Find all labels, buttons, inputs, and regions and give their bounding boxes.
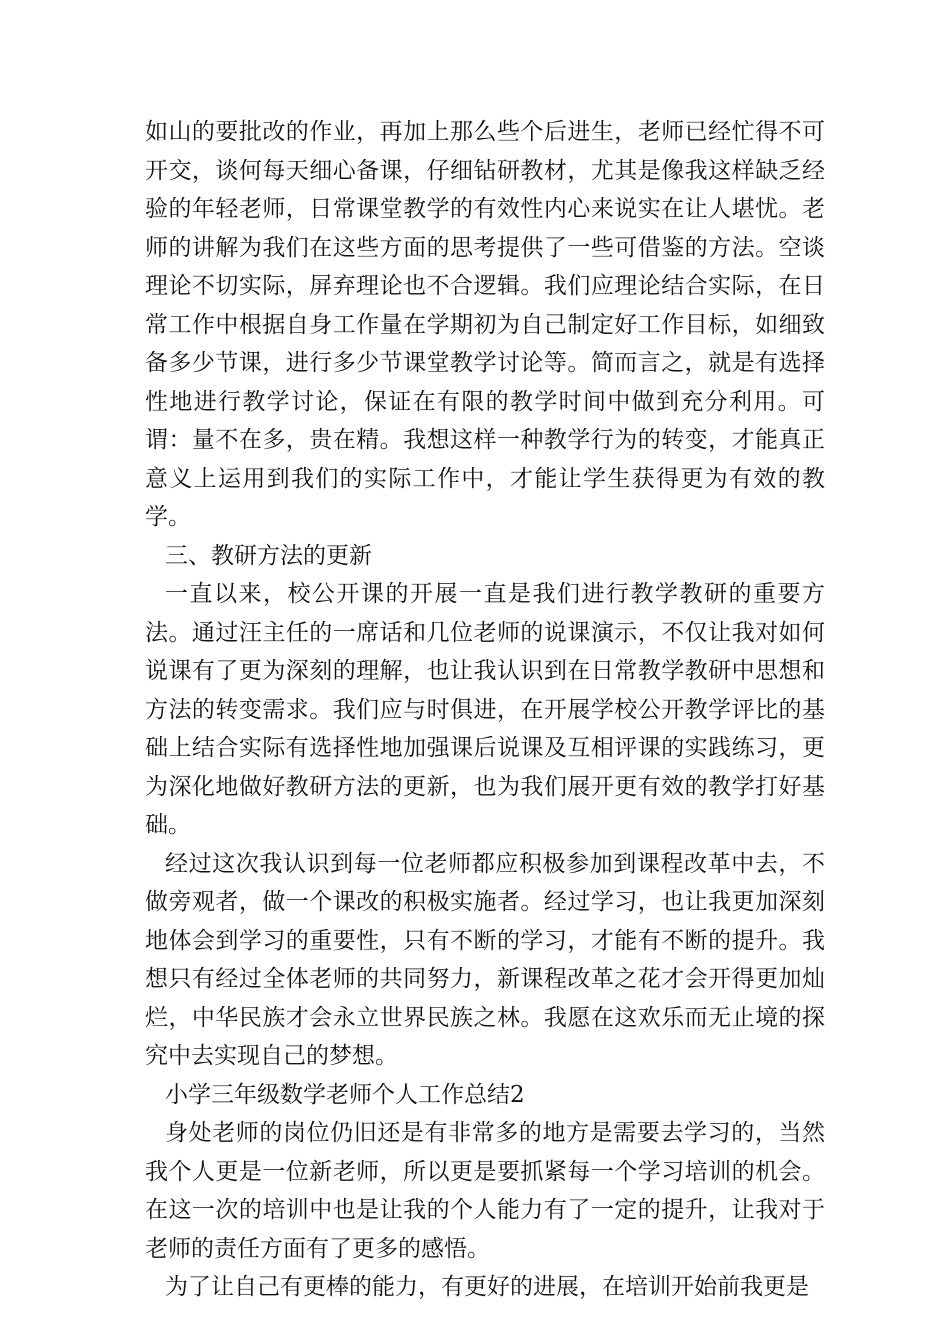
section-heading: 三、教研方法的更新 [165,542,372,569]
document-body [145,113,825,1307]
body-paragraph: 如山的要批改的作业，再加上那么些个后进生，老师已经忙得不可开交，谈何每天细心备课，仔细钻研教材，尤其是像我这样缺乏经验的年轻老师，日常课堂教学的有效性内心来说实在让人堪忧。老师的讲解为我们在这些方面的思考提供了一些可借鉴的方法。空谈理论不切实际，屏弃理论也不合逻辑。我们应理论结合实际，在日常工作中根据自身工作量在学期初为自己制定好工作目标，如细致备多少节课，进行多少节课堂教学讨论等。简而言之，就是有选择性地进行教学讨论，保证在有限的教学时间中做到充分利用。可谓：量不在多，贵在精。我想这样一种教学行为的转变，才能真正意义上运用到我们的实际工作中，才能让学生获得更为有效的教学。 [145,119,825,530]
body-paragraph: 经过这次我认识到每一位老师都应积极参加到课程改革中去，不做旁观者，做一个课改的积极实施者。经过学习，也让我更加深刻地体会到学习的重要性，只有不断的学习，才能有不断的提升。我想只有经过全体老师的共同努力，新课程改革之花才会开得更加灿烂，中华民族才会永立世界民族之林。我愿在这欢乐而无止境的探究中去实现自己的梦想。 [145,850,825,1069]
body-paragraph: 身处老师的岗位仍旧还是有非常多的地方是需要去学习的，当然我个人更是一位新老师，所以更是要抓紧每一个学习培训的机会。在这一次的培训中也是让我的个人能力有了一定的提升，让我对于老师的责任方面有了更多的感悟。 [145,1120,825,1262]
body-paragraph: 一直以来，校公开课的开展一直是我们进行教学教研的重要方法。通过汪主任的一席话和几位老师的说课演示，不仅让我对如何说课有了更为深刻的理解，也让我认识到在日常教学教研中思想和方法的转变需求。我们应与时俱进，在开展学校公开教学评比的基础上结合实际有选择性地加强课后说课及互相评课的实践练习，更为深化地做好教研方法的更新，也为我们展开更有效的教学打好基础。 [145,581,825,838]
body-paragraph: 为了让自己有更棒的能力，有更好的进展，在培训开始前我更是 [165,1274,809,1300]
section-heading: 小学三年级数学老师个人工作总结2 [165,1081,525,1108]
